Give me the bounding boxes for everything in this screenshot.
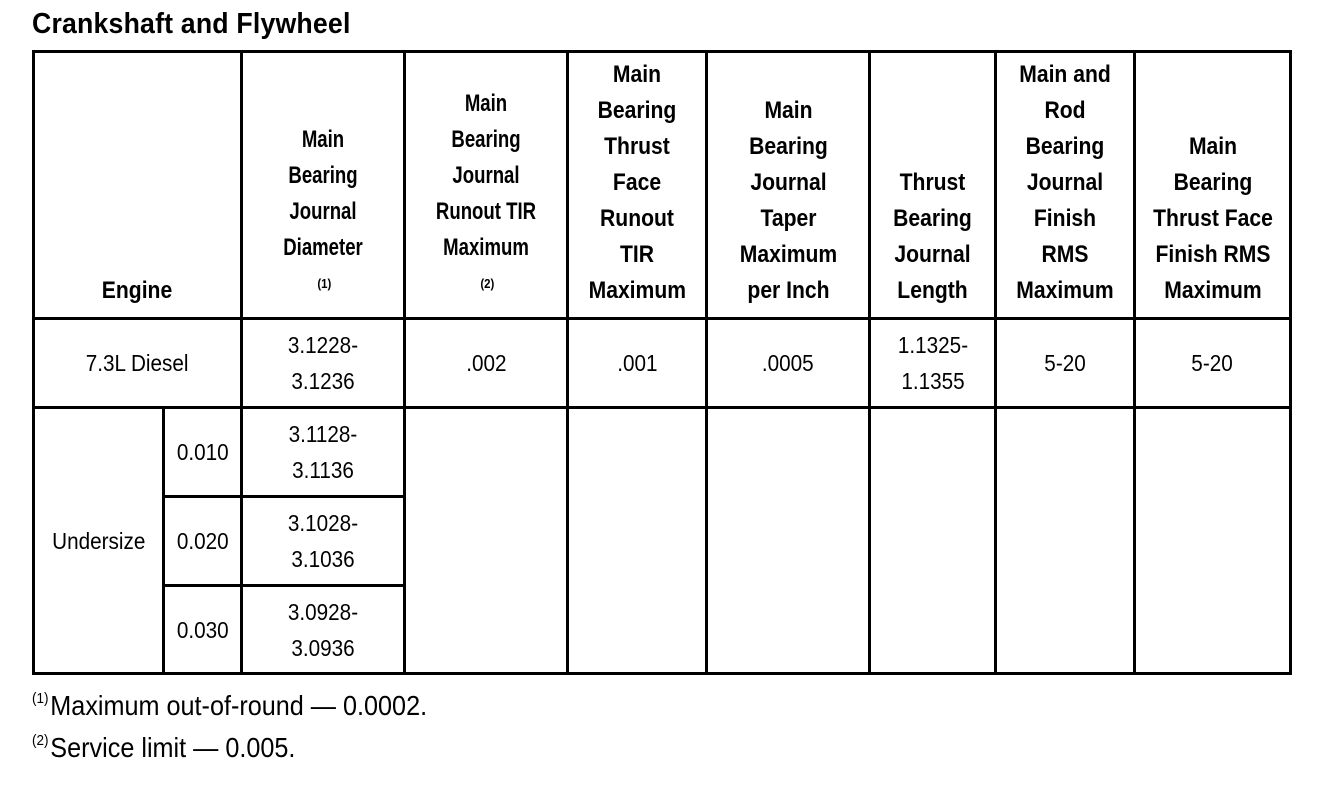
footnote-ref-2: (2) xyxy=(480,276,495,291)
spec-table xyxy=(32,50,1292,675)
undersize-diameter: 3.1028-3.1036 xyxy=(287,510,359,572)
header-taper xyxy=(708,53,868,317)
undersize-size: 0.020 xyxy=(176,528,229,554)
undersize-diameter: 3.1128-3.1136 xyxy=(288,421,358,483)
header-diameter xyxy=(243,53,403,317)
undersize-diameter: 3.0928-3.0936 xyxy=(287,598,359,661)
footnote-text: Maximum out-of-round — 0.0002. xyxy=(50,690,428,721)
undersize-size: 0.030 xyxy=(176,616,229,643)
footnote-mark: (2) xyxy=(32,732,49,749)
header-thrust-length-text: Thrust Bearing Journal Length xyxy=(893,169,972,304)
footnote-ref-1: (1) xyxy=(317,276,332,291)
engine-taper: .0005 xyxy=(762,350,814,376)
undersize-label: Undersize xyxy=(51,527,146,554)
engine-diameter: 3.1228-3.1236 xyxy=(287,332,359,394)
engine-thrust-face-runout: .001 xyxy=(616,350,658,376)
header-finish-rms-text: Main and Rod Bearing Journal Finish RMS Maximum xyxy=(1016,61,1114,304)
table-title: Crankshaft and Flywheel xyxy=(32,8,351,40)
header-engine-text: Engine xyxy=(102,277,173,304)
engine-runout: .002 xyxy=(465,350,507,376)
header-runout-text: Main Bearing Journal Runout TIR Maximum xyxy=(435,90,537,261)
header-diameter-text: Main Bearing Journal Diameter xyxy=(283,126,363,261)
header-engine xyxy=(35,53,240,317)
engine-thrust-length: 1.1325-1.1355 xyxy=(897,332,968,394)
header-runout xyxy=(406,53,566,317)
footnote-mark: (1) xyxy=(32,690,49,707)
undersize-size: 0.010 xyxy=(176,439,229,465)
footnote-1 xyxy=(32,690,427,722)
header-thrust-finish-rms-text: Main Bearing Thrust Face Finish RMS Maximum xyxy=(1152,133,1273,304)
header-thrust-face-runout-text: Main Bearing Thrust Face Runout TIR Maximum xyxy=(588,61,687,304)
footnote-text: Service limit — 0.005. xyxy=(50,732,296,763)
header-finish-rms xyxy=(997,53,1133,317)
header-thrust-finish-rms xyxy=(1136,53,1289,317)
header-thrust-face-runout xyxy=(569,53,705,317)
engine-finish-rms: 5-20 xyxy=(1044,350,1086,376)
engine-thrust-finish-rms: 5-20 xyxy=(1191,350,1234,376)
header-taper-text: Main Bearing Journal Taper Maximum per Inch xyxy=(739,97,837,304)
header-thrust-length xyxy=(871,53,994,317)
footnote-2 xyxy=(32,732,295,764)
engine-name: 7.3L Diesel xyxy=(86,350,189,376)
